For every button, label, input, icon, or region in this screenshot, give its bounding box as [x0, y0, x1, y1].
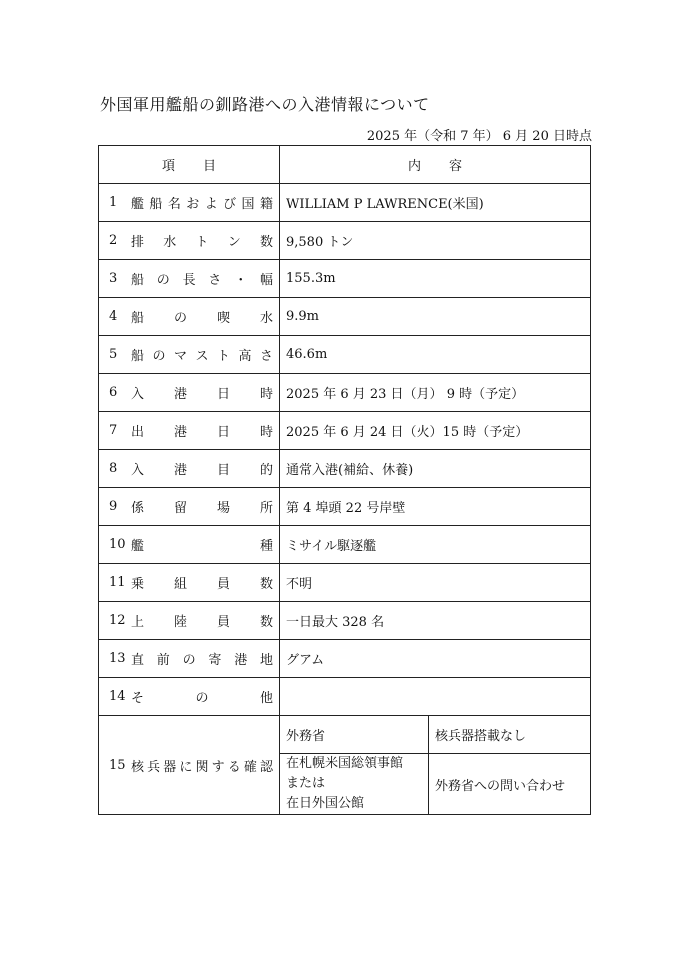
- item-header-char-1: 項: [161, 159, 175, 174]
- document-date: 2025 年（令和 7 年） 6 月 20 日時点: [366, 129, 592, 144]
- table-row: [99, 184, 591, 222]
- row-label: 艦種: [131, 539, 273, 554]
- content-header-char-1: 内: [407, 159, 421, 174]
- row-label: 船の喫水: [131, 311, 273, 326]
- row-number: 7: [109, 423, 118, 438]
- row-label-cell: [99, 488, 280, 526]
- nuclear-answer-1: 核兵器搭載なし: [429, 716, 591, 754]
- row-label-cell: [99, 336, 280, 374]
- row-value: 9.9m: [280, 298, 591, 336]
- nuclear-row-top: [99, 716, 591, 754]
- row-label-cell: [99, 640, 280, 678]
- table-row: [99, 602, 591, 640]
- row-label-cell: [99, 222, 280, 260]
- nuclear-answer-2: 外務省への問い合わせ: [429, 754, 591, 815]
- row-value: 2025 年 6 月 24 日（火）15 時（予定）: [280, 412, 591, 450]
- row-number: 13: [109, 651, 126, 666]
- table-row: [99, 412, 591, 450]
- row-label-cell: [99, 450, 280, 488]
- row-value: 通常入港(補給、休養): [280, 450, 591, 488]
- row-number: 12: [109, 613, 126, 628]
- row-number: 5: [109, 347, 118, 362]
- table-row: [99, 260, 591, 298]
- document-title: 外国軍用艦船の釧路港への入港情報について: [100, 95, 430, 114]
- row-label: 乗組員数: [131, 577, 273, 592]
- nuclear-source-2-line: 在札幌米国総領事館: [286, 756, 404, 771]
- row-label: 入港目的: [131, 463, 273, 478]
- row-label-cell: [99, 526, 280, 564]
- table-row: [99, 640, 591, 678]
- row-label-cell: [99, 678, 280, 716]
- row-label-cell: [99, 412, 280, 450]
- row-label: 出港日時: [131, 425, 273, 440]
- nuclear-source-1: 外務省: [280, 716, 429, 754]
- row-value: 46.6m: [280, 336, 591, 374]
- row-value: 第 4 埠頭 22 号岸壁: [280, 488, 591, 526]
- row-label: 上陸員数: [131, 615, 273, 630]
- table-row: [99, 488, 591, 526]
- row-label: 船のマスト高さ: [131, 349, 273, 364]
- row-label: 入港日時: [131, 387, 273, 402]
- row-number: 10: [109, 537, 126, 552]
- nuclear-label: 核兵器に関する確認: [131, 759, 273, 775]
- row-label: 直前の寄港地: [131, 653, 273, 668]
- row-label-cell: [99, 564, 280, 602]
- row-label-cell: [99, 260, 280, 298]
- table-row: [99, 374, 591, 412]
- row-value: WILLIAM P LAWRENCE(米国): [280, 184, 591, 222]
- nuclear-label-cell: [99, 716, 280, 815]
- table-row: [99, 564, 591, 602]
- row-number: 11: [109, 575, 126, 590]
- row-value: 2025 年 6 月 23 日（月） 9 時（予定）: [280, 374, 591, 412]
- row-label-cell: [99, 602, 280, 640]
- table-row: [99, 298, 591, 336]
- row-label: 排水トン数: [131, 235, 273, 250]
- row-label: 係留場所: [131, 501, 273, 516]
- row-number: 8: [109, 461, 118, 476]
- content-header-char-2: 容: [449, 159, 463, 174]
- row-value: 一日最大 328 名: [280, 602, 591, 640]
- row-label: 船の長さ・幅: [131, 273, 273, 288]
- row-label-cell: [99, 298, 280, 336]
- row-label: 艦船名および国籍: [131, 197, 273, 212]
- row-value: 不明: [280, 564, 591, 602]
- nuclear-source-2-line: 在日外国公館: [286, 796, 365, 811]
- nuclear-source-2-line: または: [286, 776, 326, 791]
- row-value: 9,580 トン: [280, 222, 591, 260]
- row-number: 2: [109, 233, 118, 248]
- port-entry-table: [98, 145, 591, 815]
- row-value: 155.3m: [280, 260, 591, 298]
- row-number: 3: [109, 271, 118, 286]
- row-label-cell: [99, 374, 280, 412]
- row-number: 1: [109, 195, 118, 210]
- item-header-char-2: 目: [203, 159, 217, 174]
- row-number: 6: [109, 385, 118, 400]
- table-header-row: [99, 146, 591, 184]
- content-header: [280, 146, 591, 184]
- row-value: グアム: [280, 640, 591, 678]
- nuclear-source-2: [280, 754, 429, 815]
- row-value: [280, 678, 591, 716]
- table-row: [99, 450, 591, 488]
- row-number: 9: [109, 499, 118, 514]
- item-header: [99, 146, 280, 184]
- row-value: ミサイル駆逐艦: [280, 526, 591, 564]
- table-row: [99, 678, 591, 716]
- table-row: [99, 526, 591, 564]
- table-row: [99, 336, 591, 374]
- row-label: その他: [131, 691, 273, 706]
- row-number: 4: [109, 309, 118, 324]
- row-label-cell: [99, 184, 280, 222]
- table-row: [99, 222, 591, 260]
- row-number: 14: [109, 689, 126, 704]
- row-number: 15: [109, 757, 126, 773]
